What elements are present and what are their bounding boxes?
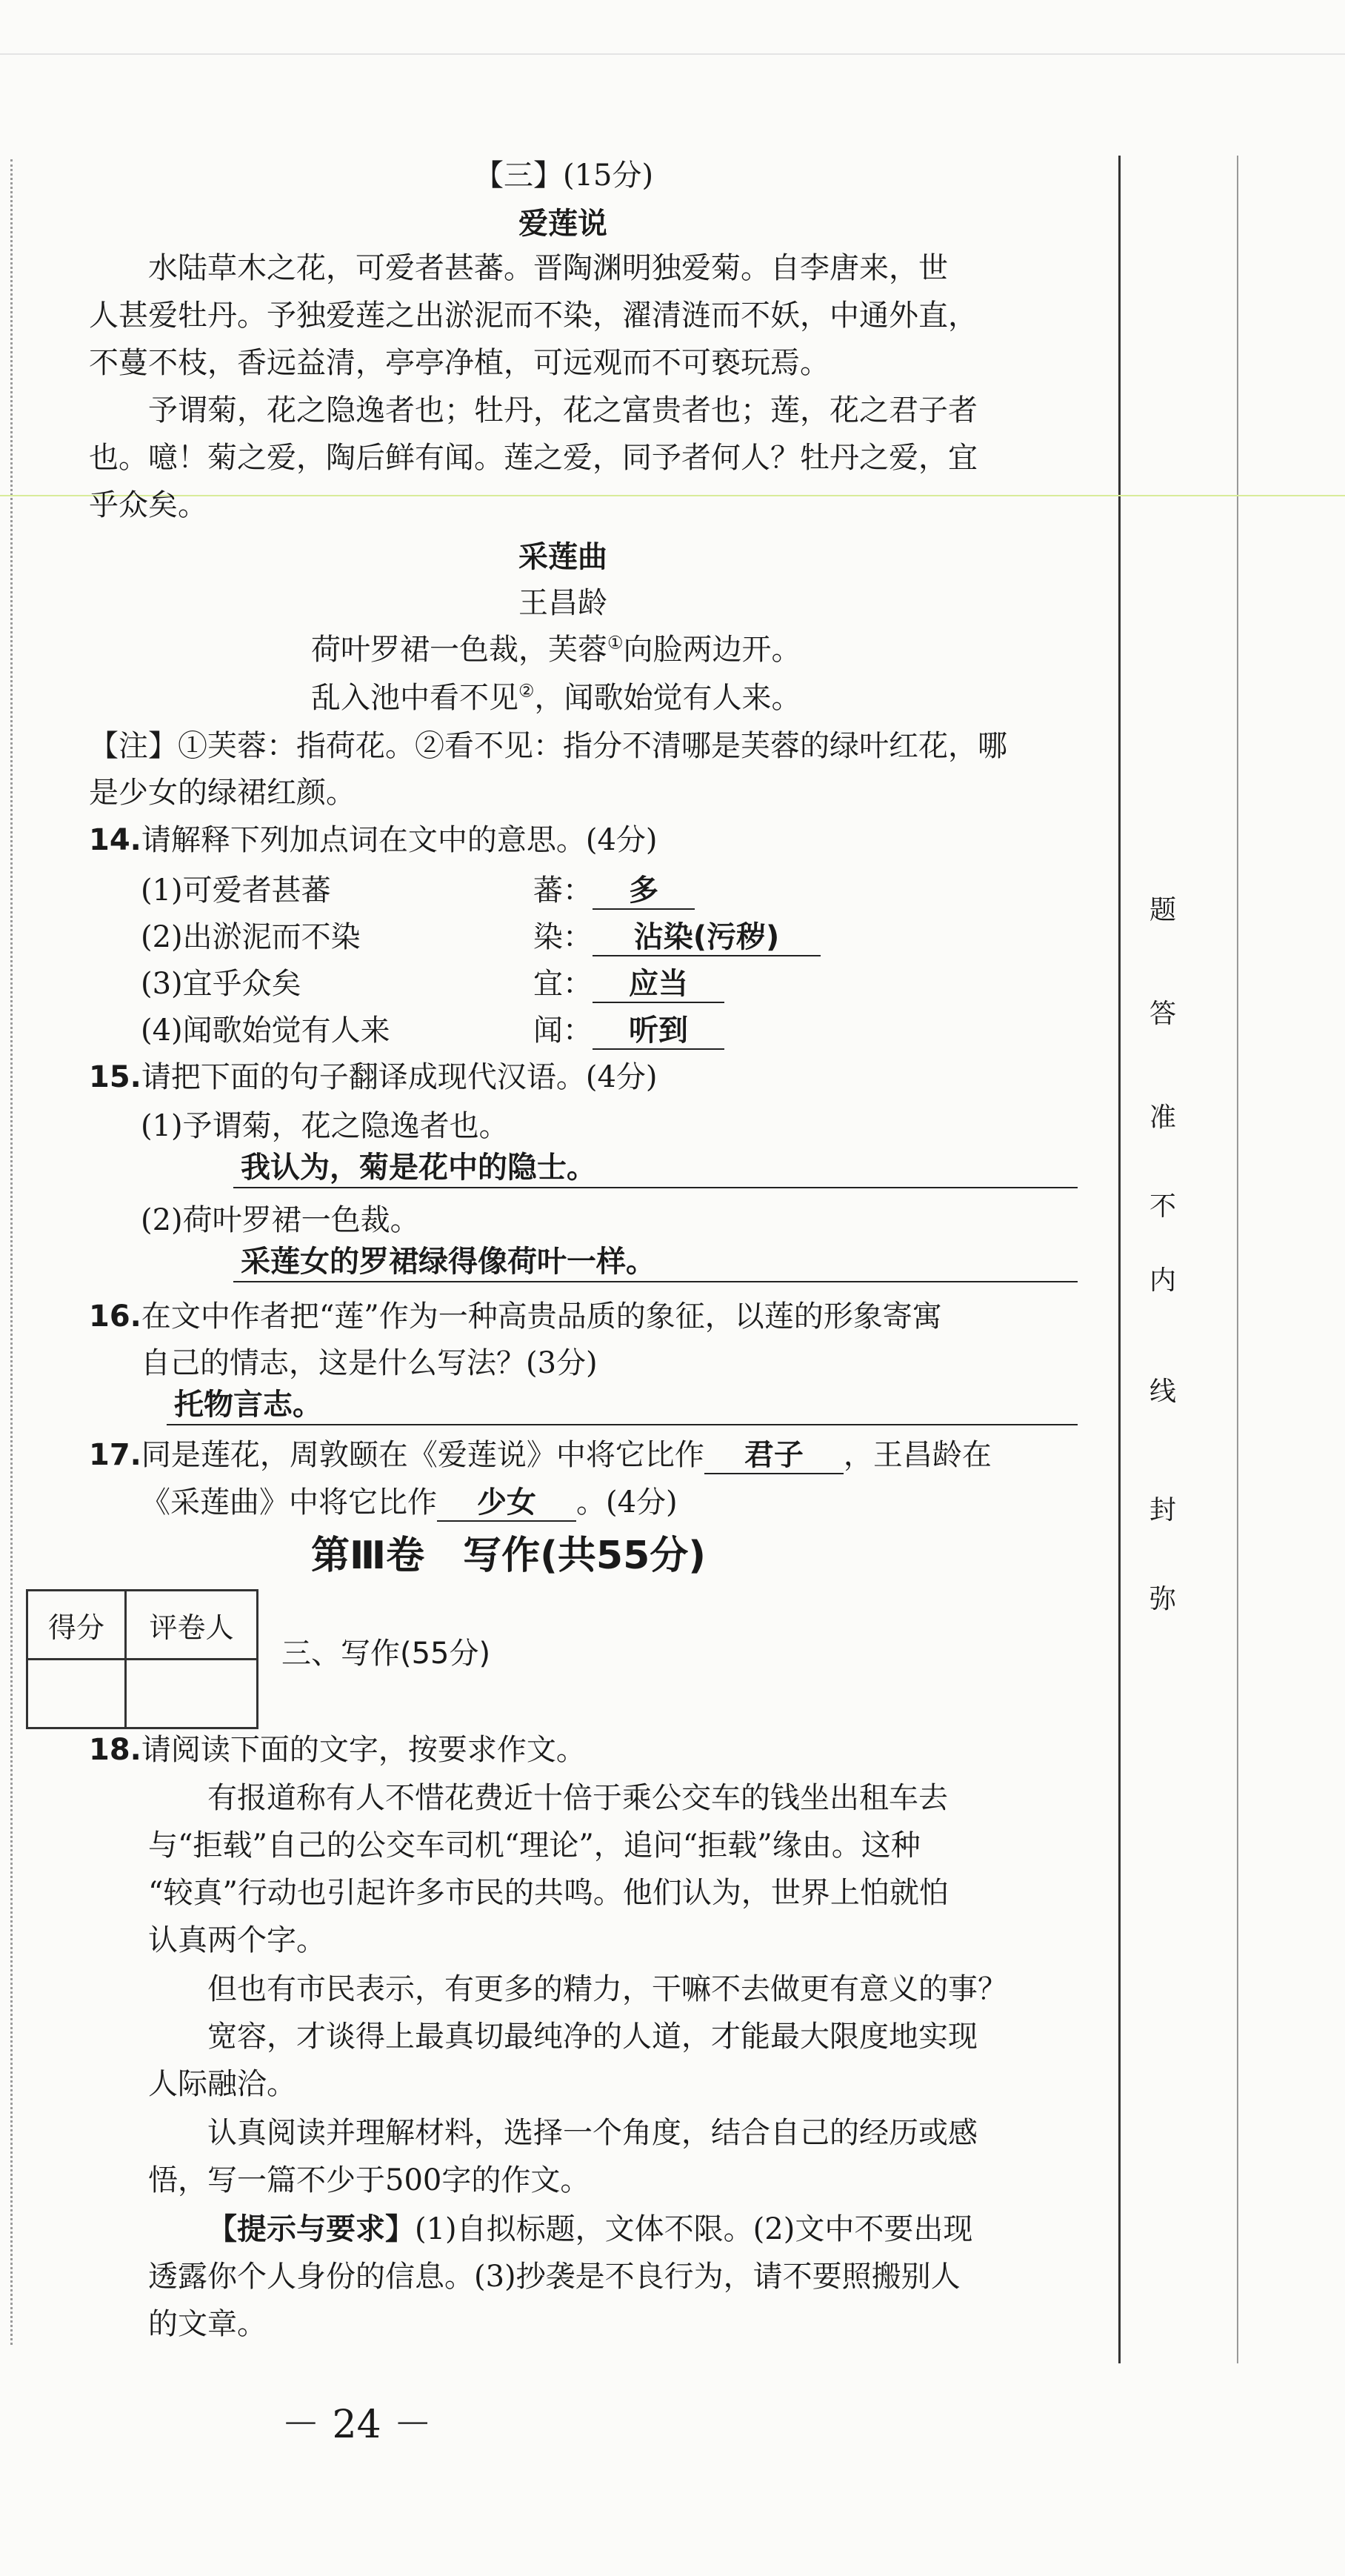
q15-prompt [89, 1054, 658, 1101]
question-number: 18. [89, 1733, 141, 1767]
writing-header: 三、写作(55分) [281, 1637, 491, 1671]
q18-line: 认真阅读并理解材料，选择一个角度，结合自己的经历或感 [207, 2116, 978, 2150]
q18-line: 认真两个字。 [148, 1923, 326, 1957]
score-label: 得分 [27, 1591, 126, 1660]
q14-answer: 应当 [593, 966, 724, 1003]
poem1-line: 人甚爱牡丹。予独爱莲之出淤泥而不染，濯清涟而不妖，中通外直， [89, 299, 978, 333]
side-char: 准 [1149, 1102, 1176, 1133]
q16-text-2: 自己的情志，这是什么写法？(3分) [141, 1346, 598, 1380]
q16-prompt [89, 1293, 942, 1340]
poem2-line1-a: 荷叶罗裙一色裁，芙蓉 [311, 633, 607, 667]
q17-text: 。(4分) [576, 1485, 678, 1520]
q14-word [533, 913, 821, 961]
q15-sentence: (2)荷叶罗裙一色裁。 [141, 1203, 420, 1237]
q18-line: “较真”行动也引起许多市民的共鸣。他们认为，世界上怕就怕 [148, 1876, 949, 1910]
footnote-mark: ① [607, 632, 624, 653]
q18-line: 宽容，才谈得上最真切最纯净的人道，才能最大限度地实现 [207, 2020, 978, 2054]
poem1-line: 予谓菊，花之隐逸者也；牡丹，花之富贵者也；莲，花之君子者 [148, 393, 978, 427]
q14-item: (1)可爱者甚蕃 [141, 873, 331, 908]
poem1-line: 水陆草木之花，可爱者甚蕃。晋陶渊明独爱菊。自李唐来，世 [148, 251, 948, 285]
poem1-line: 乎众矣。 [89, 488, 207, 522]
q18-tips: 的文章。 [148, 2307, 267, 2341]
q17-line-1 [89, 1431, 992, 1479]
note-line: 【注】①芙蓉：指荷花。②看不见：指分不清哪是芙蓉的绿叶红花，哪 [89, 729, 1007, 763]
question-number: 14. [89, 823, 141, 857]
question-number: 17. [89, 1438, 141, 1472]
q16-answer: 托物言志。 [167, 1385, 1078, 1425]
grader-label: 评卷人 [126, 1591, 258, 1660]
q18-tips [148, 2206, 972, 2253]
grader-cell [126, 1660, 258, 1728]
score-cell [27, 1660, 126, 1728]
left-dotted-rule [10, 159, 13, 2345]
q14-answer: 听到 [593, 1013, 724, 1050]
poem2-title: 采莲曲 [518, 540, 607, 574]
q18-text: 请阅读下面的文字，按要求作文。 [141, 1733, 586, 1767]
q15-text: 请把下面的句子翻译成现代汉语。(4分) [141, 1060, 658, 1094]
poem2-author: 王昌龄 [518, 586, 607, 620]
part-title: 第Ⅲ卷 写作(共55分) [311, 1534, 707, 1578]
q14-word [533, 960, 724, 1008]
side-char: 内 [1149, 1265, 1176, 1296]
poem2-line2-a: 乱入池中看不见 [311, 681, 518, 715]
poem2-line2-b: ，闻歌始觉有人来。 [534, 681, 801, 715]
side-char: 弥 [1149, 1584, 1176, 1614]
question-number: 16. [89, 1299, 141, 1334]
q18-line: 与“拒载”自己的公交车司机“理论”，追问“拒载”缘由。这种 [148, 1828, 921, 1863]
q14-word-label: 闻： [533, 1014, 593, 1048]
q17-line-2 [141, 1479, 678, 1526]
right-margin-rule [1118, 156, 1121, 2363]
q15-answer: 采莲女的罗裙绿得像荷叶一样。 [233, 1242, 1078, 1282]
q17-text: 同是莲花，周敦颐在《爱莲说》中将它比作 [141, 1438, 704, 1472]
q14-item: (2)出淤泥而不染 [141, 920, 361, 954]
question-number: 15. [89, 1060, 141, 1094]
poem2-line1-b: 向脸两边开。 [623, 633, 801, 667]
tips-label: 【提示与要求】 [207, 2212, 415, 2246]
footnote-mark: ② [518, 680, 535, 702]
poem2-line [311, 626, 801, 673]
q14-item: (3)宜乎众矣 [141, 967, 301, 1001]
q18-line: 有报道称有人不惜花费近十倍于乘公交车的钱坐出租车去 [207, 1781, 948, 1815]
score-box [26, 1589, 258, 1729]
q18-tips: 透露你个人身份的信息。(3)抄袭是不良行为，请不要照搬别人 [148, 2260, 961, 2294]
poem1-line: 不蔓不枝，香远益清，亭亭净植，可远观而不可亵玩焉。 [89, 346, 830, 380]
q14-word [533, 1007, 724, 1054]
page-number: － 24 － [281, 2403, 433, 2447]
q17-answer-2: 少女 [437, 1485, 576, 1522]
poem1-line: 也。噫！菊之爱，陶后鲜有闻。莲之爱，同予者何人？牡丹之爱，宜 [89, 441, 978, 475]
q15-answer: 我认为，菊是花中的隐士。 [233, 1148, 1078, 1188]
q18-line: 悟，写一篇不少于500字的作文。 [148, 2163, 590, 2197]
q14-item: (4)闻歌始觉有人来 [141, 1014, 390, 1048]
q18-line: 但也有市民表示，有更多的精力，干嘛不去做更有意义的事？ [207, 1972, 1007, 2006]
q14-text: 请解释下列加点词在文中的意思。(4分) [141, 823, 658, 857]
q17-text: 《采莲曲》中将它比作 [141, 1485, 437, 1520]
q14-word [533, 867, 695, 914]
q14-word-label: 染： [533, 920, 593, 954]
q18-line: 人际融洽。 [148, 2067, 296, 2101]
q16-text: 在文中作者把“莲”作为一种高贵品质的象征，以莲的形象寄寓 [141, 1299, 942, 1334]
q14-answer: 沾染(污秽) [593, 919, 821, 956]
q17-text: ，王昌龄在 [843, 1438, 992, 1472]
q14-answer: 多 [593, 873, 695, 910]
q15-sentence: (1)予谓菊，花之隐逸者也。 [141, 1109, 509, 1143]
note-line: 是少女的绿裙红颜。 [89, 776, 356, 810]
side-char: 封 [1149, 1495, 1176, 1525]
side-char: 线 [1149, 1377, 1176, 1407]
top-edge-line [0, 53, 1345, 55]
right-margin-rule-thin [1237, 156, 1238, 2363]
poem1-title: 爱莲说 [518, 207, 607, 241]
q17-answer-1: 君子 [704, 1437, 844, 1474]
section-header: 【三】(15分) [474, 159, 654, 193]
poem2-line [311, 674, 801, 722]
side-char: 题 [1149, 895, 1176, 925]
q14-word-label: 蕃： [533, 873, 593, 908]
q14-word-label: 宜： [533, 967, 593, 1001]
side-char: 不 [1149, 1191, 1176, 1222]
tips-text: (1)自拟标题，文体不限。(2)文中不要出现 [415, 2212, 973, 2246]
q14-prompt [89, 816, 658, 864]
q18-prompt [89, 1726, 586, 1774]
side-char: 答 [1149, 999, 1176, 1029]
